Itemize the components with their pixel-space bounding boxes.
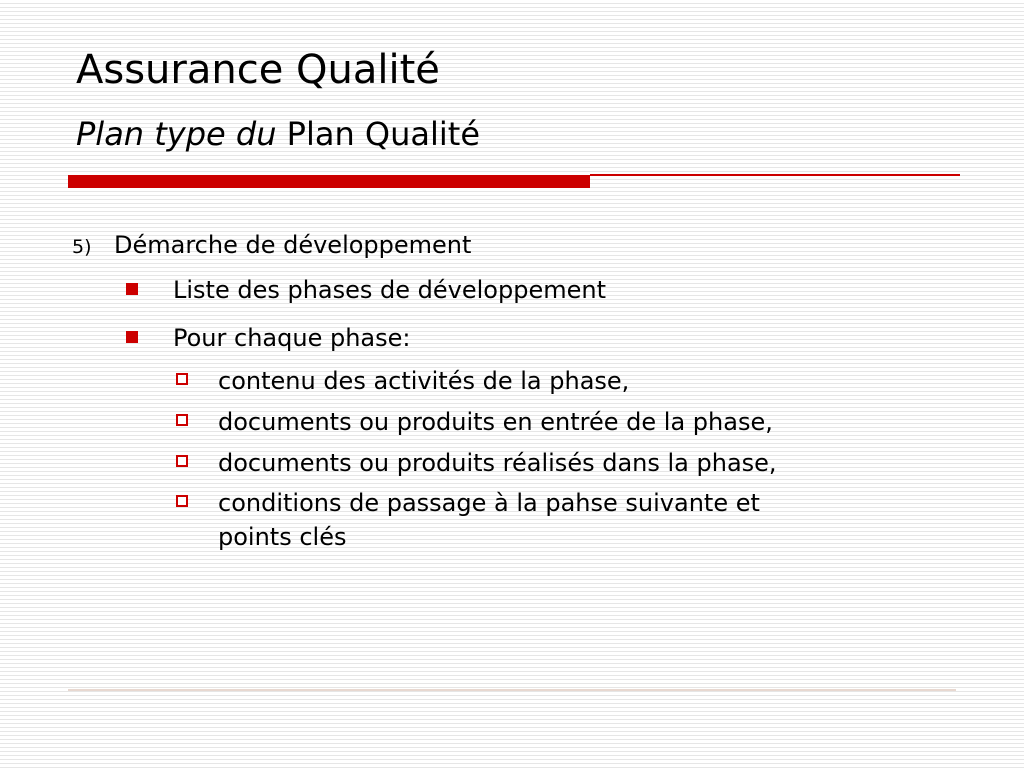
list-item-text: conditions de passage à la pahse suivante et: [218, 489, 760, 517]
hollow-square-bullet-icon: [176, 455, 188, 467]
filled-square-bullet-icon: [126, 331, 138, 343]
subtitle-italic-part: Plan type du: [76, 115, 277, 153]
section-number: 5): [72, 236, 92, 258]
list-item-text: contenu des activités de la phase,: [218, 367, 630, 395]
slide-subtitle: [76, 112, 480, 156]
hollow-square-bullet-icon: [176, 495, 188, 507]
list-item-text: points clés: [218, 523, 347, 551]
section-heading: [72, 228, 471, 264]
filled-square-bullet-icon: [126, 283, 138, 295]
slide-title: Assurance Qualité: [76, 47, 440, 93]
list-item-text: Pour chaque phase:: [173, 324, 411, 352]
section-heading-text: Démarche de développement: [114, 231, 472, 259]
list-item-text: Liste des phases de développement: [173, 276, 606, 304]
hollow-square-bullet-icon: [176, 373, 188, 385]
list-item-text: documents ou produits en entrée de la phase,: [218, 408, 773, 436]
list-item-text: documents ou produits réalisés dans la phase,: [218, 449, 777, 477]
hollow-square-bullet-icon: [176, 414, 188, 426]
title-underline-thin: [590, 174, 960, 176]
title-underline-thick: [68, 175, 590, 188]
subtitle-regular-part: Plan Qualité: [286, 115, 481, 153]
footer-divider: [68, 689, 956, 691]
